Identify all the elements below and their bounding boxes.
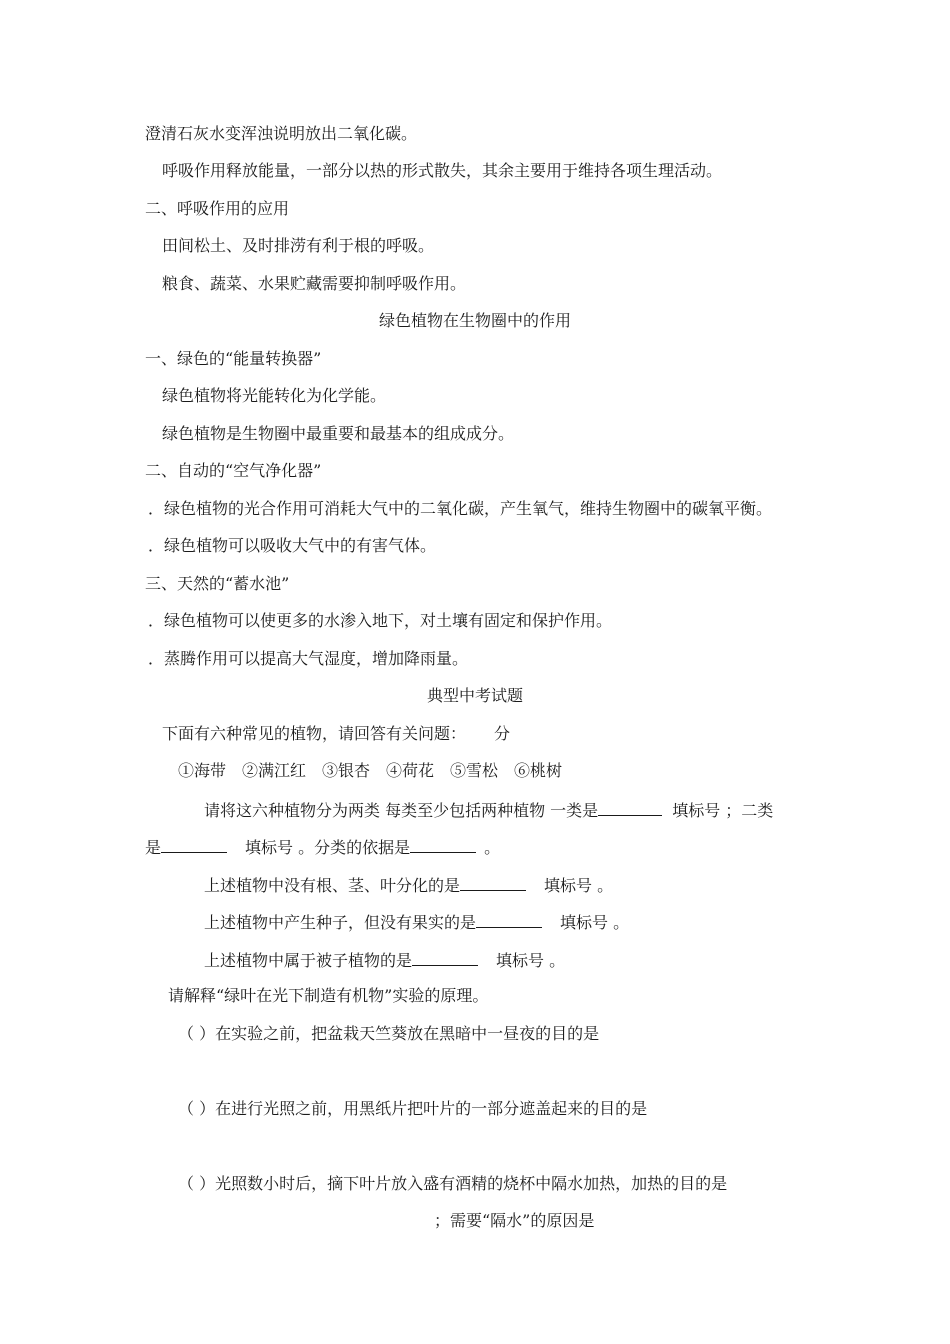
text-is: 是	[145, 838, 162, 857]
paragraph-loosen-soil: 田间松土、及时排涝有利于根的呼吸。	[162, 236, 435, 255]
question-water-bath-reason: ；需要“隔水”的原因是	[434, 1211, 595, 1230]
question-classify	[204, 799, 773, 821]
list-item-carbon-oxygen: ．绿色植物的光合作用可消耗大气中的二氧化碳，产生氧气，维持生物圈中的碳氧平衡。	[148, 499, 773, 518]
question-no-root-stem-leaf	[204, 874, 613, 896]
paragraph-basic-component: 绿色植物是生物圈中最重要和最基本的组成成分。	[162, 424, 515, 443]
question-seed-text: 上述植物中产生种子，但没有果实的是	[204, 913, 477, 932]
fill-number-hint: 填标号 。	[544, 876, 614, 895]
section-heading-reservoir: 三、天然的“蓄水池”	[145, 574, 290, 593]
question-classify-text: 请将这六种植物分为两类 每类至少包括两种植物 一类是	[204, 801, 599, 820]
question-intro-text: 下面有六种常见的植物，请回答有关问题：	[162, 724, 467, 743]
question-angiosperm	[204, 949, 565, 971]
question-angiosperm-text: 上述植物中属于被子植物的是	[204, 951, 413, 970]
list-item-water-soil: ．绿色植物可以使更多的水渗入地下，对土壤有固定和保护作用。	[148, 611, 613, 630]
answer-blank-no-root[interactable]	[460, 874, 526, 891]
answer-blank-class-one[interactable]	[598, 799, 662, 816]
answer-blank-seed[interactable]	[476, 911, 542, 928]
answer-blank-class-two[interactable]	[161, 836, 227, 853]
section-heading-energy-converter: 一、绿色的“能量转换器”	[145, 349, 322, 368]
fill-number-hint: 填标号 。	[496, 951, 566, 970]
fill-number-hint: 填标号 。	[560, 913, 630, 932]
question-experiment-principle: 请解释“绿叶在光下制造有机物”实验的原理。	[168, 986, 489, 1005]
paragraph-light-to-chemical: 绿色植物将光能转化为化学能。	[162, 386, 387, 405]
paragraph-limewater: 澄清石灰水变浑浊说明放出二氧化碳。	[145, 124, 418, 143]
plant-list: ①海带 ②满江红 ③银杏 ④荷花 ⑤雪松 ⑥桃树	[178, 761, 563, 780]
period-mark: 。	[484, 838, 501, 857]
question-alcohol-heating: （ ）光照数小时后，摘下叶片放入盛有酒精的烧杯中隔水加热，加热的目的是	[178, 1174, 728, 1193]
answer-blank-basis[interactable]	[410, 836, 476, 853]
list-item-transpiration: ．蒸腾作用可以提高大气湿度，增加降雨量。	[148, 649, 469, 668]
section-heading-air-purifier: 二、自动的“空气净化器”	[145, 461, 322, 480]
classification-basis-label: 填标号 。分类的依据是	[245, 838, 411, 857]
score-label: 分	[494, 724, 511, 743]
paragraph-food-storage: 粮食、蔬菜、水果贮藏需要抑制呼吸作用。	[162, 274, 467, 293]
list-item-harmful-gases: ．绿色植物可以吸收大气中的有害气体。	[148, 536, 437, 555]
question-no-root-text: 上述植物中没有根、茎、叶分化的是	[204, 876, 461, 895]
chapter-title-green-plants: 绿色植物在生物圈中的作用	[378, 311, 571, 330]
question-black-paper: （ ）在进行光照之前，用黑纸片把叶片的一部分遮盖起来的目的是	[178, 1099, 648, 1118]
question-intro	[162, 724, 510, 744]
question-classify-continued	[145, 836, 500, 858]
answer-blank-angiosperm[interactable]	[412, 949, 478, 966]
chapter-title-exam-questions: 典型中考试题	[426, 686, 523, 705]
question-seed-no-fruit	[204, 911, 629, 933]
section-heading-respiration-application: 二、呼吸作用的应用	[145, 199, 290, 218]
paragraph-respiration-energy: 呼吸作用释放能量，一部分以热的形式散失，其余主要用于维持各项生理活动。	[162, 161, 723, 180]
question-dark-treatment: （ ）在实验之前，把盆栽天竺葵放在黑暗中一昼夜的目的是	[178, 1024, 600, 1043]
fill-number-hint: 填标号 ；二类	[672, 801, 774, 820]
